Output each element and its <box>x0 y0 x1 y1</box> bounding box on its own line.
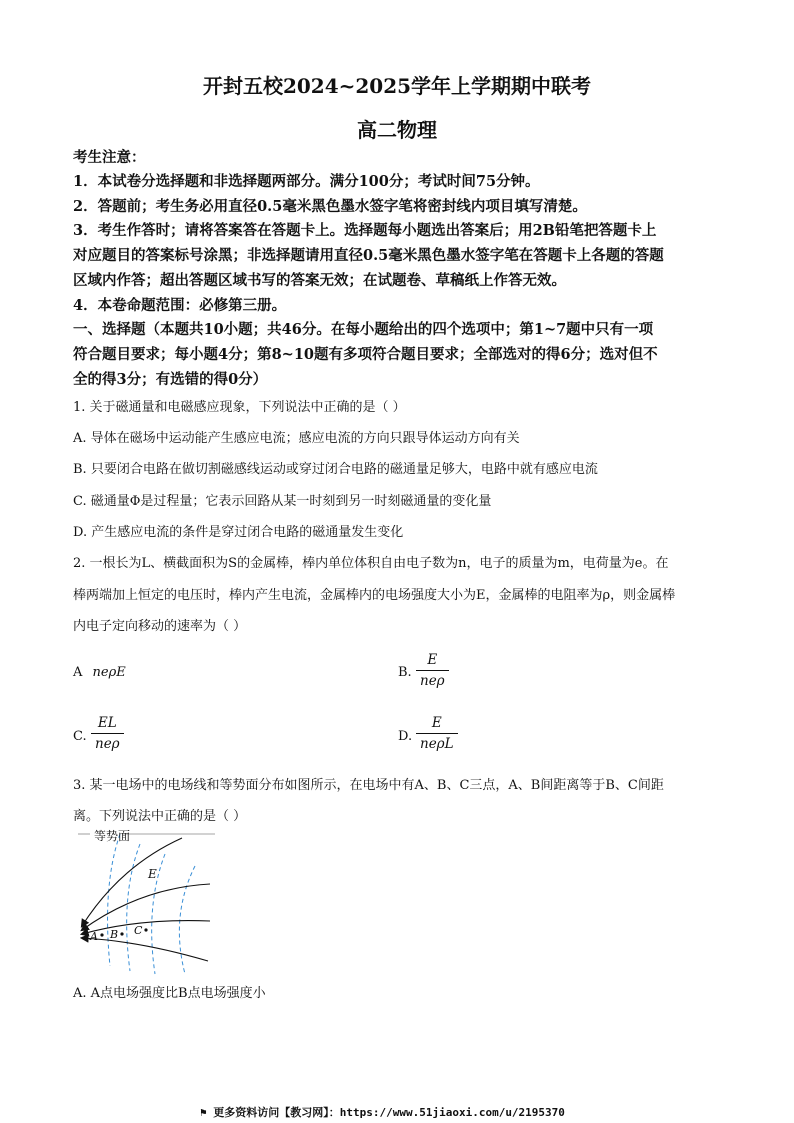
field-line <box>82 884 210 930</box>
footer-link[interactable] <box>200 1104 565 1120</box>
q2-option-d-numerator: E <box>431 715 442 731</box>
q3-stem: 离。下列说法中正确的是（ ） <box>73 809 247 824</box>
field-line <box>82 838 182 926</box>
q2-option-b-label: B. <box>398 665 412 680</box>
q2-stem: 内电子定向移动的速率为（ ） <box>73 619 247 634</box>
exam-subject: 高二物理 <box>357 118 437 142</box>
q2-option-d-label: D. <box>398 729 413 744</box>
field-line <box>82 921 210 934</box>
point-a <box>100 933 103 936</box>
q3-field-figure <box>70 826 220 976</box>
point-b <box>120 932 123 935</box>
notice-item: 区域内作答；超出答题区域书写的答案无效；在试题卷、草稿纸上作答无效。 <box>73 272 566 289</box>
notice-item: 4．本卷命题范围：必修第三册。 <box>73 297 287 314</box>
q2-option-d-denominator: neρL <box>416 733 458 752</box>
section-heading: 一、选择题（本题共10小题；共46分。在每小题给出的四个选项中；第1~7题中只有一项 <box>73 321 654 338</box>
q2-option-a-expr: neρE <box>92 665 126 680</box>
flag-icon: ⚑ <box>200 1106 214 1119</box>
notice-item: 1．本试卷分选择题和非选择题两部分。满分100分；考试时间75分钟。 <box>73 173 540 190</box>
q2-option-c-numerator: EL <box>97 715 117 731</box>
equipotential-label: 等势面 <box>94 829 131 843</box>
equipotential-line <box>127 844 140 971</box>
q2-option-a <box>73 665 126 680</box>
q2-option-b-denominator: neρ <box>416 670 449 689</box>
q1-option-d: D. 产生感应电流的条件是穿过闭合电路的磁通量发生变化 <box>73 525 404 540</box>
footer-text: 更多资料访问【教习网】：https://www.51jiaoxi.com/u/2195370 <box>213 1106 565 1119</box>
q2-option-b-fraction <box>416 652 449 689</box>
notice-item: 2．答题前；考生务必用直径0.5毫米黑色墨水签字笔将密封线内项目填写清楚。 <box>73 198 587 215</box>
notice-item: 对应题目的答案标号涂黑；非选择题请用直径0.5毫米黑色墨水签字笔在答题卡上各题的答题 <box>73 247 664 264</box>
q2-option-d-fraction <box>416 715 458 752</box>
q2-stem: 棒两端加上恒定的电压时，棒内产生电流，金属棒内的电场强度大小为E，金属棒的电阻率为ρ，则金属棒 <box>73 588 676 603</box>
q3-stem: 3. 某一电场中的电场线和等势面分布如图所示，在电场中有A、B、C三点，A、B间距离等于B、C间距 <box>73 778 664 793</box>
notice-item: 3．考生作答时；请将答案答在答题卡上。选择题每小题选出答案后；用2B铅笔把答题卡上 <box>73 222 657 239</box>
section-heading: 全的得3分；有选错的得0分） <box>73 371 268 388</box>
q1-option-c: C. 磁通量Φ是过程量；它表示回路从某一时刻到另一时刻磁通量的变化量 <box>73 494 492 509</box>
point-c <box>144 928 147 931</box>
point-c-label: C <box>134 924 143 937</box>
equipotential-line <box>108 834 120 966</box>
q2-option-c-fraction <box>91 715 124 752</box>
q1-option-a: A. 导体在磁场中运动能产生感应电流；感应电流的方向只跟导体运动方向有关 <box>73 431 520 446</box>
field-label: E <box>148 867 157 881</box>
point-a-label: A <box>90 930 98 943</box>
q2-option-c-label: C. <box>73 729 87 744</box>
q2-stem: 2. 一根长为L、横截面积为S的金属棒，棒内单位体积自由电子数为n，电子的质量为m，电荷量为e。在 <box>73 556 669 571</box>
q2-option-a-label: A <box>73 665 83 680</box>
exam-title: 开封五校2024~2025学年上学期期中联考 <box>202 74 592 98</box>
field-line <box>82 938 208 961</box>
section-heading: 符合题目要求；每小题4分；第8~10题有多项符合题目要求；全部选对的得6分；选对但不 <box>73 346 658 363</box>
notice-heading: 考生注意： <box>73 149 146 166</box>
q1-option-b: B. 只要闭合电路在做切割磁感线运动或穿过闭合电路的磁通量足够大，电路中就有感应电流 <box>73 462 598 477</box>
q1-stem: 1. 关于磁通量和电磁感应现象，下列说法中正确的是（ ） <box>73 400 406 415</box>
point-b-label: B <box>110 928 119 941</box>
q2-option-b-numerator: E <box>427 652 438 668</box>
q2-option-c-denominator: neρ <box>91 733 124 752</box>
q3-option-a: A. A点电场强度比B点电场强度小 <box>73 986 266 1001</box>
